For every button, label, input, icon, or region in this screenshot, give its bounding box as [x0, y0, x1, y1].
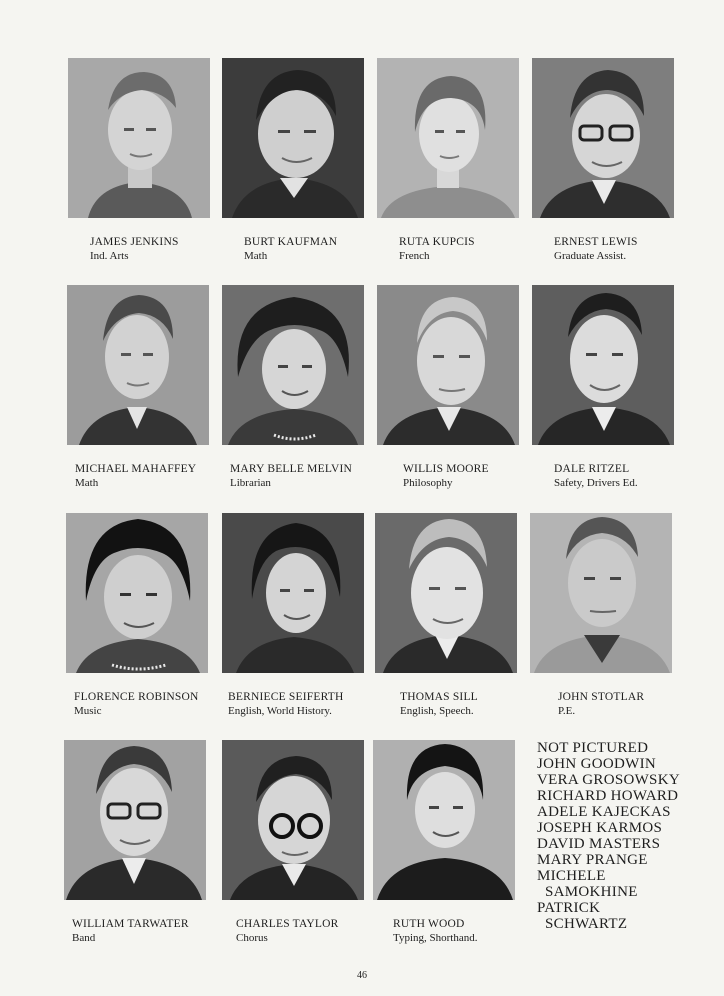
portrait-photo: [530, 513, 672, 673]
faculty-name: THOMAS SILL: [400, 691, 478, 703]
faculty-name: FLORENCE ROBINSON: [74, 691, 199, 703]
faculty-name: MARY BELLE MELVIN: [230, 463, 353, 475]
portrait-photo: [377, 285, 519, 445]
portrait-photo: [67, 285, 209, 445]
portrait-photo: [532, 285, 674, 445]
not-pictured-name: JOSEPH KARMOS: [537, 820, 663, 836]
not-pictured-name: MICHELE: [537, 868, 606, 884]
portrait-photo: [532, 58, 674, 218]
not-pictured-name: PATRICK: [537, 900, 601, 916]
portrait-photo: [373, 740, 515, 900]
not-pictured-name: SAMOKHINE: [545, 884, 638, 900]
faculty-subject: Chorus: [236, 932, 268, 944]
faculty-name: BERNIECE SEIFERTH: [228, 691, 344, 703]
faculty-subject: French: [399, 250, 430, 262]
portrait-photo: [222, 740, 364, 900]
portrait-photo: [64, 740, 206, 900]
page-number: 46: [357, 970, 367, 981]
portrait-photo: [375, 513, 517, 673]
faculty-name: WILLIAM TARWATER: [72, 918, 189, 930]
not-pictured-name: VERA GROSOWSKY: [537, 772, 680, 788]
faculty-name: JOHN STOTLAR: [558, 691, 645, 703]
faculty-subject: P.E.: [558, 705, 576, 717]
not-pictured-name: JOHN GOODWIN: [537, 756, 657, 772]
faculty-subject: Safety, Drivers Ed.: [554, 477, 638, 489]
not-pictured-name: ADELE KAJECKAS: [537, 804, 671, 820]
faculty-name: ERNEST LEWIS: [554, 236, 638, 248]
faculty-subject: English, Speech.: [400, 705, 474, 717]
faculty-subject: Graduate Assist.: [554, 250, 627, 262]
faculty-subject: Typing, Shorthand.: [393, 932, 478, 944]
faculty-name: WILLIS MOORE: [403, 463, 489, 475]
portrait-photo: [68, 58, 210, 218]
faculty-subject: Philosophy: [403, 477, 453, 489]
not-pictured-name: SCHWARTZ: [545, 916, 628, 932]
not-pictured-name: MARY PRANGE: [537, 852, 648, 868]
faculty-subject: Music: [74, 705, 102, 717]
faculty-subject: Math: [244, 250, 268, 262]
faculty-name: DALE RITZEL: [554, 463, 630, 475]
not-pictured-heading: NOT PICTURED: [537, 740, 649, 756]
faculty-subject: Librarian: [230, 477, 271, 489]
faculty-name: JAMES JENKINS: [90, 236, 179, 248]
faculty-name: RUTA KUPCIS: [399, 236, 475, 248]
portrait-photo: [222, 513, 364, 673]
portrait-photo: [377, 58, 519, 218]
faculty-name: RUTH WOOD: [393, 918, 465, 930]
faculty-name: MICHAEL MAHAFFEY: [75, 463, 197, 475]
faculty-subject: English, World History.: [228, 705, 332, 717]
not-pictured-name: DAVID MASTERS: [537, 836, 661, 852]
faculty-name: BURT KAUFMAN: [244, 236, 338, 248]
faculty-name: CHARLES TAYLOR: [236, 918, 339, 930]
not-pictured-name: RICHARD HOWARD: [537, 788, 679, 804]
faculty-subject: Ind. Arts: [90, 250, 129, 262]
portrait-photo: [222, 58, 364, 218]
not-pictured-list: [537, 740, 680, 932]
portrait-photo: [66, 513, 208, 673]
portrait-photo: [222, 285, 364, 445]
faculty-subject: Band: [72, 932, 96, 944]
faculty-subject: Math: [75, 477, 99, 489]
